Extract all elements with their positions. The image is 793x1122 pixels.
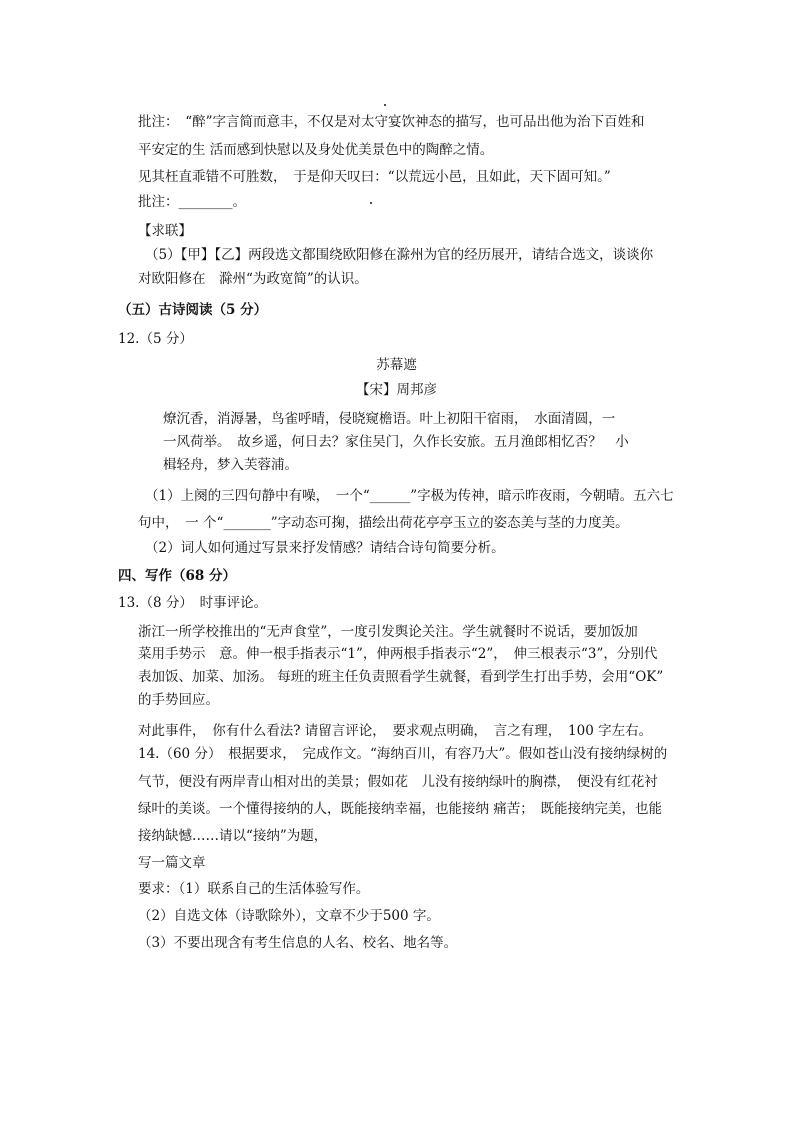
question-12-label: 12.（5 分） bbox=[118, 331, 193, 347]
question-12-2: （2）词人如何通过写景来抒发情感？请结合诗句简要分析。 bbox=[145, 540, 505, 556]
annotation-zui: 批注： “醉”字言简而意丰，不仅是对太守宴饮神态的描写，也可品出他为治下百姓和 bbox=[138, 114, 645, 130]
requirement-1: 要求：（1）联系自己的生活体验写作。 bbox=[138, 881, 370, 897]
section-writing-heading: 四、写作（68 分） bbox=[118, 568, 236, 584]
question-13-label: 13.（8 分） 时事评论。 bbox=[118, 595, 268, 611]
requirement-2: （2）自选文体（诗歌除外），文章不少于500 字。 bbox=[138, 908, 440, 924]
question-14-line-4: 接纳缺憾……请以“接纳”为题， bbox=[138, 828, 328, 844]
requirement-3: （3）不要出现含有考生信息的人名、校名、地名等。 bbox=[138, 935, 458, 951]
question-14-line-1: 14.（60 分） 根据要求， 完成作文。“海纳百川，有容乃大”。假如苍山没有接纳绿树的 bbox=[138, 746, 668, 762]
prompt-13-line-1: 浙江一所学校推出的“无声食堂”，一度引发舆论关注。学生就餐时不说话，要加饭加 bbox=[138, 624, 638, 640]
poem-author: 【宋】周邦彦 bbox=[356, 382, 437, 398]
page-dot-top bbox=[384, 104, 386, 106]
prompt-13-line-3: 表加饭、加菜、加汤。 每班的班主任负责照看学生就餐，看到学生打出手势，会用“OK” bbox=[138, 669, 664, 685]
annotation-zui-cont: 平安定的生 活而感到快慰以及身处优美景色中的陶醉之情。 bbox=[138, 142, 494, 158]
question-14-line-2: 气节，便没有两岸青山相对出的美景；假如花 儿没有接纳绿叶的胸襟， 便没有红花衬 bbox=[138, 774, 658, 790]
question-12-1: （1）上阕的三四句静中有噪， 一个“______”字极为传神，暗示昨夜雨，今朝晴。五六七 bbox=[145, 488, 674, 504]
section-poetry-heading: （五）古诗阅读（5 分） bbox=[118, 302, 268, 318]
poem-line-1: 燎沉香，消溽暑，鸟雀呼晴，侵晓窥檐语。叶上初阳干宿雨， 水面清圆，一 bbox=[163, 411, 616, 427]
prompt-13-requirement: 对此事件， 你有什么看法? 请留言评论， 要求观点明确， 言之有理， 100 字左右。 bbox=[138, 723, 653, 739]
page-dot-mid bbox=[370, 202, 372, 204]
question-14-line-3: 绿叶的美谈。一个懂得接纳的人，既能接纳幸福，也能接纳 痛苦； 既能接纳完美，也能 bbox=[138, 801, 663, 817]
question-5: （5）【甲】【乙】两段选文都围绕欧阳修在滁州为官的经历展开，请结合选文，谈谈你 bbox=[145, 247, 654, 263]
prompt-13-line-4: 的手势回应。 bbox=[138, 692, 219, 708]
poem-line-2: 一风荷举。 故乡遥，何日去？家住吴门，久作长安旅。五月渔郎相忆否？ 小 bbox=[163, 434, 629, 450]
question-5-cont: 对欧阳修在 滁州“为政宽简”的认识。 bbox=[138, 271, 368, 287]
question-12-1-cont: 句中， 一 个“_______”字动态可掬，描绘出荷花亭亭玉立的姿态美与茎的力度美。 bbox=[138, 515, 629, 531]
question-14-line-5: 写一篇文章 bbox=[138, 855, 206, 871]
poem-line-3: 楫轻舟，梦入芙蓉浦。 bbox=[163, 457, 298, 473]
poem-title: 苏幕遮 bbox=[376, 357, 417, 373]
prompt-13-line-2: 菜用手势示 意。伸一根手指表示“1”，伸两根手指表示“2”， 伸三根表示“3”，分别代 bbox=[138, 646, 658, 662]
annotation-blank: 批注：________。 bbox=[138, 194, 246, 210]
classical-quote: 见其枉直乖错不可胜数， 于是仰天叹曰：“以荒远小邑，且如此，天下固可知。” bbox=[138, 169, 611, 185]
section-qiulian: 【求联】 bbox=[138, 223, 192, 239]
